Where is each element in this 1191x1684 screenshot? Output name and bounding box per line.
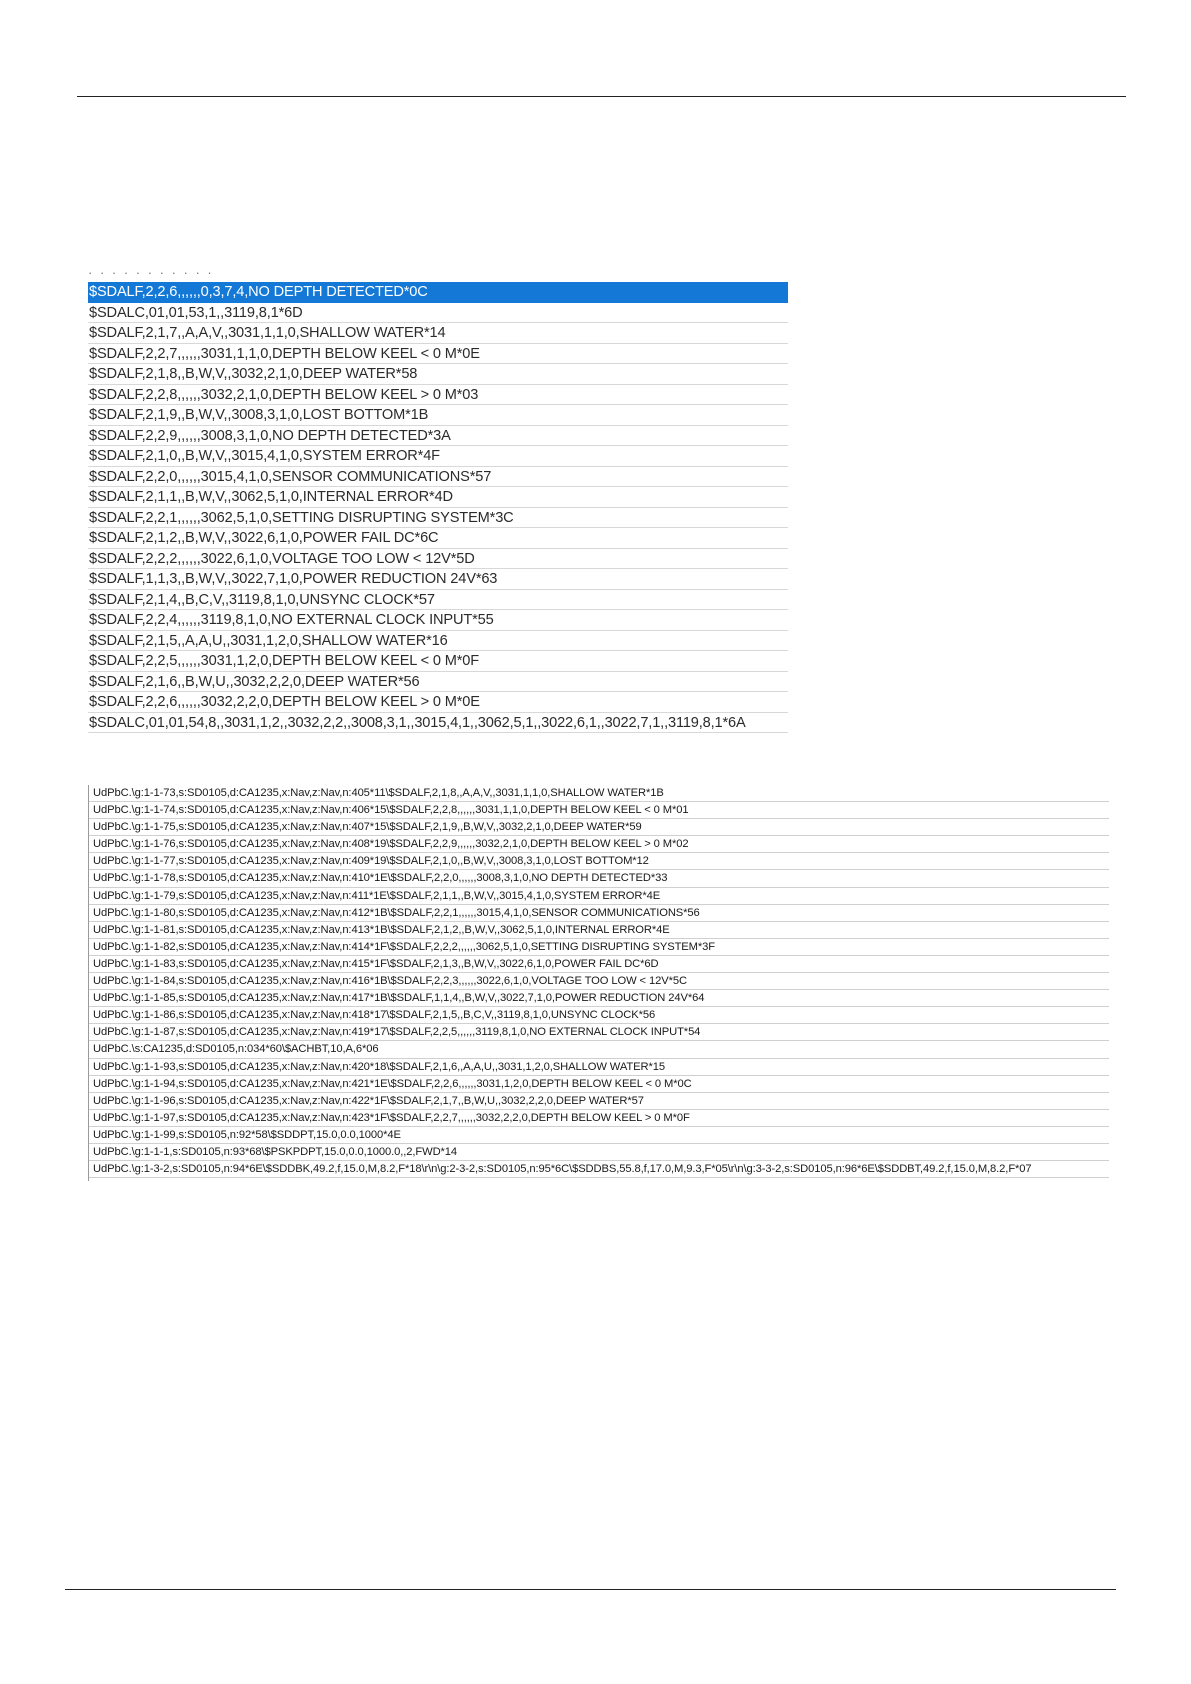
list-item[interactable]: $SDALF,2,2,0,,,,,,3015,4,1,0,SENSOR COMMUNICATIONS*57 (88, 467, 788, 488)
list-item[interactable]: $SDALF,2,2,8,,,,,,3032,2,1,0,DEPTH BELOW KEEL > 0 M*03 (88, 385, 788, 406)
list-item[interactable]: $SDALF,2,1,6,,B,W,U,,3032,2,2,0,DEEP WATER*56 (88, 672, 788, 693)
list-item[interactable]: $SDALF,2,1,1,,B,W,V,,3062,5,1,0,INTERNAL ERROR*4D (88, 487, 788, 508)
list-item[interactable]: $SDALF,2,1,0,,B,W,V,,3015,4,1,0,SYSTEM ERROR*4F (88, 446, 788, 467)
log-row[interactable]: UdPbC.\g:1-1-93,s:SD0105,d:CA1235,x:Nav,z:Nav,n:420*18\$SDALF,2,1,6,,A,A,U,,3031,1,2,0,SHALLOW WATER*15 (89, 1059, 1109, 1076)
list-item[interactable]: $SDALF,1,1,3,,B,W,V,,3022,7,1,0,POWER REDUCTION 24V*63 (88, 569, 788, 590)
list-item-selected[interactable]: $SDALF,2,2,6,,,,,,0,3,7,4,NO DEPTH DETECTED*0C (88, 282, 788, 303)
list-item[interactable]: $SDALF,2,2,9,,,,,,3008,3,1,0,NO DEPTH DETECTED*3A (88, 426, 788, 447)
list-item[interactable]: $SDALF,2,2,6,,,,,,3032,2,2,0,DEPTH BELOW KEEL > 0 M*0E (88, 692, 788, 713)
sentence-list (88, 282, 788, 733)
footer-rule (65, 1589, 1116, 1590)
log-row[interactable]: UdPbC.\g:1-1-73,s:SD0105,d:CA1235,x:Nav,z:Nav,n:405*11\$SDALF,2,1,8,,A,A,V,,3031,1,1,0,SHALLOW WATER*1B (89, 785, 1109, 802)
cutoff-row: · · · · · · · · · · · (88, 268, 214, 280)
list-item[interactable]: $SDALC,01,01,54,8,,3031,1,2,,3032,2,2,,3008,3,1,,3015,4,1,,3062,5,1,,3022,6,1,,3022,7,1,,3119,8,1*6A (88, 713, 788, 734)
list-item[interactable]: $SDALF,2,2,1,,,,,,3062,5,1,0,SETTING DISRUPTING SYSTEM*3C (88, 508, 788, 529)
list-item[interactable]: $SDALF,2,2,5,,,,,,3031,1,2,0,DEPTH BELOW KEEL < 0 M*0F (88, 651, 788, 672)
list-item[interactable]: $SDALC,01,01,53,1,,3119,8,1*6D (88, 303, 788, 324)
log-row[interactable]: UdPbC.\g:1-1-97,s:SD0105,d:CA1235,x:Nav,z:Nav,n:423*1F\$SDALF,2,2,7,,,,,,3032,2,2,0,DEPTH BELOW KEEL > 0 M*0F (89, 1110, 1109, 1127)
log-row[interactable]: UdPbC.\g:1-1-74,s:SD0105,d:CA1235,x:Nav,z:Nav,n:406*15\$SDALF,2,2,8,,,,,,3031,1,1,0,DEPTH BELOW KEEL < 0 M*01 (89, 802, 1109, 819)
list-item[interactable]: $SDALF,2,1,7,,A,A,V,,3031,1,1,0,SHALLOW WATER*14 (88, 323, 788, 344)
log-row[interactable]: UdPbC.\g:1-1-94,s:SD0105,d:CA1235,x:Nav,z:Nav,n:421*1E\$SDALF,2,2,6,,,,,,3031,1,2,0,DEPTH BELOW KEEL < 0 M*0C (89, 1076, 1109, 1093)
log-row[interactable]: UdPbC.\g:1-1-77,s:SD0105,d:CA1235,x:Nav,z:Nav,n:409*19\$SDALF,2,1,0,,B,W,V,,3008,3,1,0,LOST BOTTOM*12 (89, 853, 1109, 870)
udpbc-log-screenshot (88, 785, 1109, 1181)
list-item[interactable]: $SDALF,2,1,2,,B,W,V,,3022,6,1,0,POWER FAIL DC*6C (88, 528, 788, 549)
log-row[interactable]: UdPbC.\g:1-1-80,s:SD0105,d:CA1235,x:Nav,z:Nav,n:412*1B\$SDALF,2,2,1,,,,,,3015,4,1,0,SENSOR COMMUNICATIONS*56 (89, 905, 1109, 922)
log-row[interactable]: UdPbC.\g:1-1-85,s:SD0105,d:CA1235,x:Nav,z:Nav,n:417*1B\$SDALF,1,1,4,,B,W,V,,3022,7,1,0,POWER REDUCTION 24V*64 (89, 990, 1109, 1007)
log-row[interactable]: UdPbC.\s:CA1235,d:SD0105,n:034*60\$ACHBT,10,A,6*06 (89, 1041, 1109, 1058)
log-row[interactable]: UdPbC.\g:1-1-99,s:SD0105,n:92*58\$SDDPT,15.0,0.0,1000*4E (89, 1127, 1109, 1144)
udpbc-log-list (89, 785, 1109, 1178)
log-row[interactable]: UdPbC.\g:1-1-87,s:SD0105,d:CA1235,x:Nav,z:Nav,n:419*17\$SDALF,2,2,5,,,,,,3119,8,1,0,NO EXTERNAL CLOCK INPUT*54 (89, 1024, 1109, 1041)
log-row[interactable]: UdPbC.\g:1-1-82,s:SD0105,d:CA1235,x:Nav,z:Nav,n:414*1F\$SDALF,2,2,2,,,,,,3062,5,1,0,SETTING DISRUPTING SYSTEM*3F (89, 939, 1109, 956)
log-row[interactable]: UdPbC.\g:1-1-96,s:SD0105,d:CA1235,x:Nav,z:Nav,n:422*1F\$SDALF,2,1,7,,B,W,U,,3032,2,2,0,DEEP WATER*57 (89, 1093, 1109, 1110)
list-item[interactable]: $SDALF,2,1,5,,A,A,U,,3031,1,2,0,SHALLOW WATER*16 (88, 631, 788, 652)
log-row[interactable]: UdPbC.\g:1-1-75,s:SD0105,d:CA1235,x:Nav,z:Nav,n:407*15\$SDALF,2,1,9,,B,W,V,,3032,2,1,0,DEEP WATER*59 (89, 819, 1109, 836)
list-item[interactable]: $SDALF,2,2,4,,,,,,3119,8,1,0,NO EXTERNAL CLOCK INPUT*55 (88, 610, 788, 631)
nmea-sentence-list-screenshot (88, 268, 788, 740)
log-row[interactable]: UdPbC.\g:1-1-78,s:SD0105,d:CA1235,x:Nav,z:Nav,n:410*1E\$SDALF,2,2,0,,,,,,3008,3,1,0,NO DEPTH DETECTED*33 (89, 870, 1109, 887)
log-row[interactable]: UdPbC.\g:1-1-84,s:SD0105,d:CA1235,x:Nav,z:Nav,n:416*1B\$SDALF,2,2,3,,,,,,3022,6,1,0,VOLTAGE TOO LOW < 12V*5C (89, 973, 1109, 990)
log-row[interactable]: UdPbC.\g:1-1-1,s:SD0105,n:93*68\$PSKPDPT,15.0,0.0,1000.0,,2,FWD*14 (89, 1144, 1109, 1161)
log-row[interactable]: UdPbC.\g:1-3-2,s:SD0105,n:94*6E\$SDDBK,49.2,f,15.0,M,8.2,F*18\r\n\g:2-3-2,s:SD0105,n:95*6C\$SDDBS,55.8,f,17.0,M,9.3,F*05\r\n\g:3-3-2,s:SD0105,n:96*6E\$SDDBT,49.2,f,15.0,M,8.2,F*07 (89, 1161, 1109, 1178)
list-item[interactable]: $SDALF,2,1,8,,B,W,V,,3032,2,1,0,DEEP WATER*58 (88, 364, 788, 385)
header-rule (77, 96, 1126, 97)
list-item[interactable]: $SDALF,2,1,9,,B,W,V,,3008,3,1,0,LOST BOTTOM*1B (88, 405, 788, 426)
log-row[interactable]: UdPbC.\g:1-1-79,s:SD0105,d:CA1235,x:Nav,z:Nav,n:411*1E\$SDALF,2,1,1,,B,W,V,,3015,4,1,0,SYSTEM ERROR*4E (89, 888, 1109, 905)
list-item[interactable]: $SDALF,2,2,2,,,,,,3022,6,1,0,VOLTAGE TOO LOW < 12V*5D (88, 549, 788, 570)
log-row[interactable]: UdPbC.\g:1-1-81,s:SD0105,d:CA1235,x:Nav,z:Nav,n:413*1B\$SDALF,2,1,2,,B,W,V,,3062,5,1,0,INTERNAL ERROR*4E (89, 922, 1109, 939)
log-row[interactable]: UdPbC.\g:1-1-86,s:SD0105,d:CA1235,x:Nav,z:Nav,n:418*17\$SDALF,2,1,5,,B,C,V,,3119,8,1,0,UNSYNC CLOCK*56 (89, 1007, 1109, 1024)
list-item[interactable]: $SDALF,2,2,7,,,,,,3031,1,1,0,DEPTH BELOW KEEL < 0 M*0E (88, 344, 788, 365)
list-item[interactable]: $SDALF,2,1,4,,B,C,V,,3119,8,1,0,UNSYNC CLOCK*57 (88, 590, 788, 611)
log-row[interactable]: UdPbC.\g:1-1-83,s:SD0105,d:CA1235,x:Nav,z:Nav,n:415*1F\$SDALF,2,1,3,,B,W,V,,3022,6,1,0,POWER FAIL DC*6D (89, 956, 1109, 973)
log-row[interactable]: UdPbC.\g:1-1-76,s:SD0105,d:CA1235,x:Nav,z:Nav,n:408*19\$SDALF,2,2,9,,,,,,3032,2,1,0,DEPTH BELOW KEEL > 0 M*02 (89, 836, 1109, 853)
